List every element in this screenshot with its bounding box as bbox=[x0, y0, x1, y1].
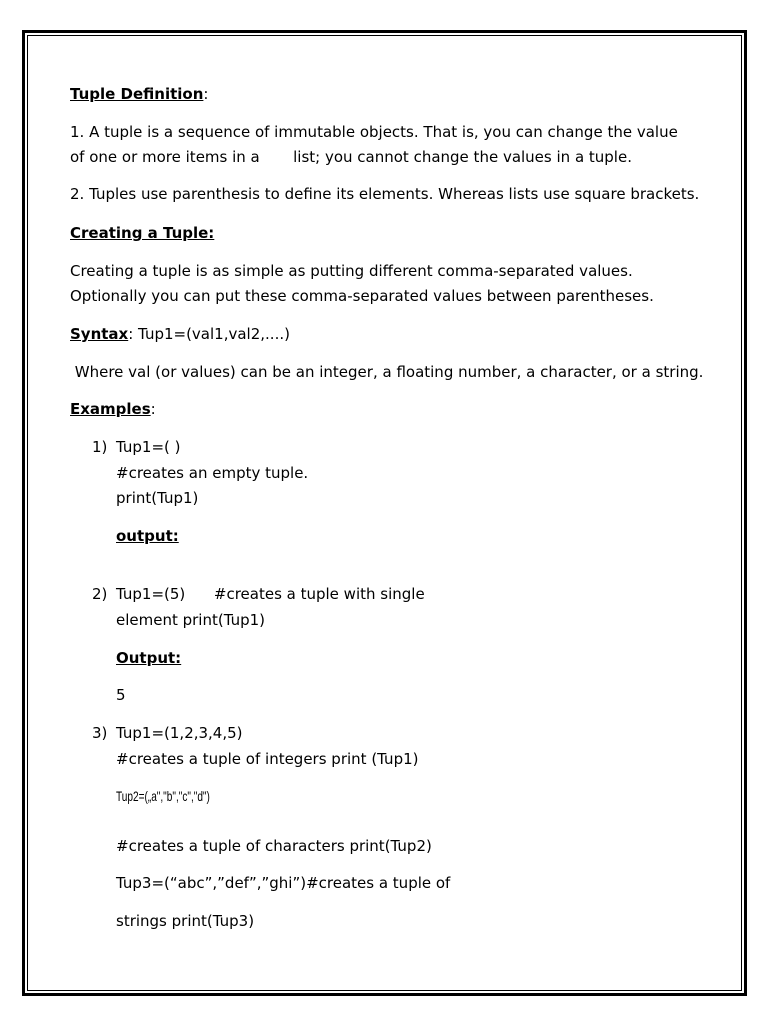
example3-line2: #creates a tuple of integers print (Tup1) bbox=[116, 750, 419, 768]
examples-heading: Examples bbox=[70, 400, 151, 418]
example3-line5: Tup3=(“abc”,”def”,”ghi”)#creates a tuple of bbox=[116, 874, 451, 892]
definition-point1-line1: 1. A tuple is a sequence of immutable objects. That is, you can change the value bbox=[70, 123, 678, 141]
example2-output-value: 5 bbox=[116, 686, 126, 704]
example1-line2: #creates an empty tuple. bbox=[116, 464, 309, 482]
syntax-note: Where val (or values) can be an integer, a floating number, a character, or a string. bbox=[70, 363, 704, 381]
example1-line1: Tup1=( ) bbox=[116, 438, 181, 456]
examples-colon: : bbox=[150, 400, 156, 418]
example1-line3: print(Tup1) bbox=[116, 489, 199, 507]
syntax-text: : Tup1=(val1,val2,....) bbox=[128, 325, 290, 343]
creating-tuple-heading: Creating a Tuple: bbox=[70, 224, 215, 242]
example1-number: 1) bbox=[92, 438, 108, 456]
example2-line1: Tup1=(5) #creates a tuple with single bbox=[116, 585, 425, 603]
example3-line6: strings print(Tup3) bbox=[116, 912, 255, 930]
example2-output-label: Output: bbox=[116, 649, 182, 667]
creating-para-line2: Optionally you can put these comma-separated values between parentheses. bbox=[70, 287, 654, 305]
tuple-definition-title bbox=[70, 84, 208, 104]
definition-point2: 2. Tuples use parenthesis to define its elements. Whereas lists use square brackets. bbox=[70, 185, 700, 203]
example2-line2: element print(Tup1) bbox=[116, 611, 266, 629]
example3-line3: Tup2=(„a","b","c","d") bbox=[116, 788, 210, 804]
example3-line1: Tup1=(1,2,3,4,5) bbox=[116, 724, 243, 742]
tuple-definition-colon: : bbox=[203, 85, 209, 103]
syntax-heading: Syntax bbox=[70, 325, 129, 343]
example1-output-label: output: bbox=[116, 527, 179, 545]
tuple-definition-heading: Tuple Definition bbox=[70, 85, 204, 103]
examples-title bbox=[70, 399, 156, 419]
syntax-line bbox=[70, 324, 290, 344]
definition-point1-line2: of one or more items in a list; you cannot change the values in a tuple. bbox=[70, 148, 632, 166]
creating-para-line1: Creating a tuple is as simple as putting different comma-separated values. bbox=[70, 262, 633, 280]
example2-number: 2) bbox=[92, 585, 108, 603]
example3-number: 3) bbox=[92, 724, 108, 742]
example3-line4: #creates a tuple of characters print(Tup2) bbox=[116, 837, 432, 855]
